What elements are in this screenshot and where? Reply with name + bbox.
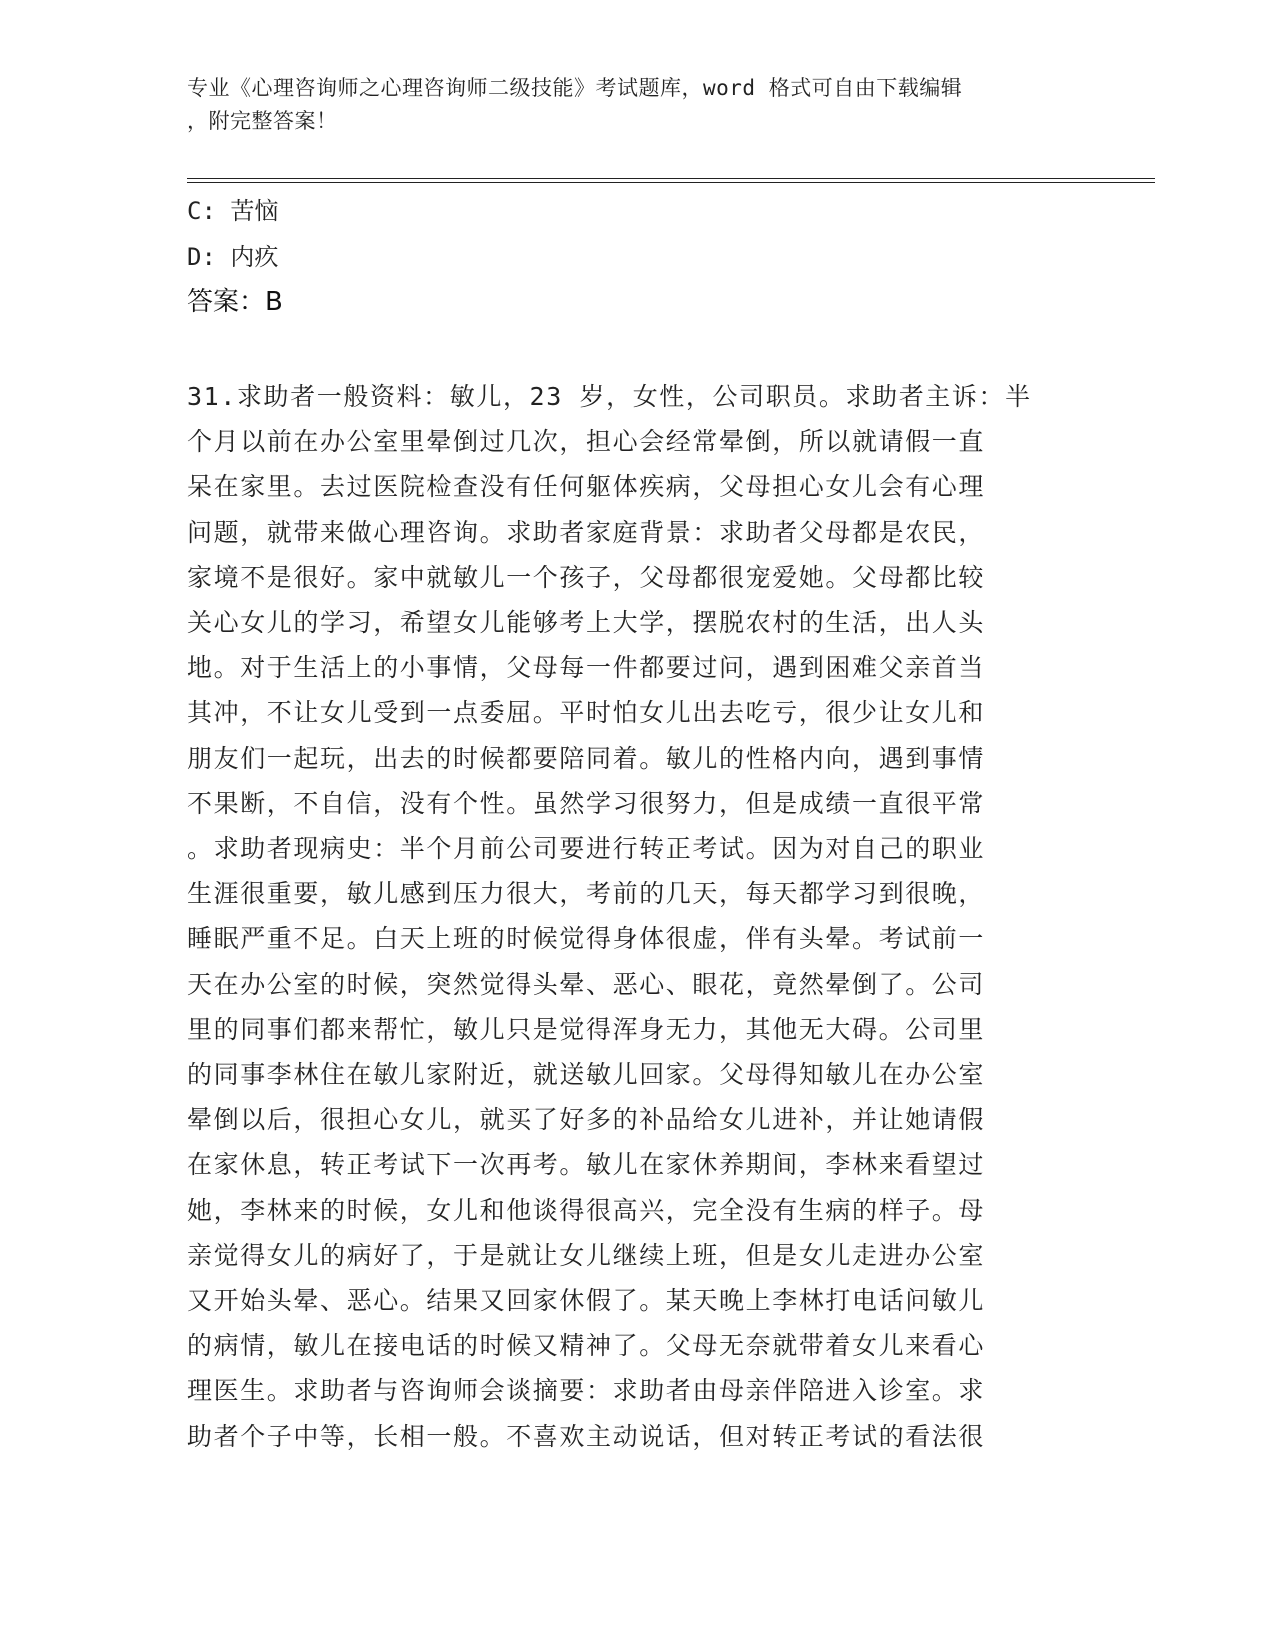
page-header	[187, 72, 1087, 138]
question-line: 在家休息，转正考试下一次再考。敏儿在家休养期间，李林来看望过	[187, 1150, 986, 1180]
question-line: 天在办公室的时候，突然觉得头晕、恶心、眼花，竟然晕倒了。公司	[187, 969, 986, 999]
header-line: ，附完整答案！	[187, 109, 338, 133]
question-line: 理医生。求助者与咨询师会谈摘要：求助者由母亲伴陪进入诊室。求	[187, 1376, 986, 1406]
question-line: 朋友们一起玩，出去的时候都要陪同着。敏儿的性格内向，遇到事情	[187, 743, 986, 773]
question-line: 生涯很重要，敏儿感到压力很大，考前的几天，每天都学习到很晚，	[187, 879, 986, 909]
option-c: C: 苦恼	[187, 197, 279, 225]
question-line: 又开始头晕、恶心。结果又回家休假了。某天晚上李林打电话问敏儿	[187, 1286, 986, 1316]
question-31-body	[187, 374, 1087, 1459]
question-line: 呆在家里。去过医院检查没有任何躯体疾病，父母担心女儿会有心理	[187, 472, 986, 502]
question-line: 31.求助者一般资料：敏儿，23 岁，女性，公司职员。求助者主诉：半	[187, 382, 1032, 411]
question-line: 其冲，不让女儿受到一点委屈。平时怕女儿出去吃亏，很少让女儿和	[187, 698, 986, 728]
question-line: 里的同事们都来帮忙，敏儿只是觉得浑身无力，其他无大碍。公司里	[187, 1014, 986, 1044]
header-rule-bottom	[187, 182, 1155, 183]
question-line: 亲觉得女儿的病好了，于是就让女儿继续上班，但是女儿走进办公室	[187, 1240, 986, 1270]
question-line: 问题，就带来做心理咨询。求助者家庭背景：求助者父母都是农民，	[187, 517, 986, 547]
question-line: 晕倒以后，很担心女儿，就买了好多的补品给女儿进补，并让她请假	[187, 1105, 986, 1135]
question-line: 家境不是很好。家中就敏儿一个孩子，父母都很宠爱她。父母都比较	[187, 562, 986, 592]
question-line: 的同事李林住在敏儿家附近，就送敏儿回家。父母得知敏儿在办公室	[187, 1060, 986, 1090]
question-line: 个月以前在办公室里晕倒过几次，担心会经常晕倒，所以就请假一直	[187, 427, 986, 457]
answer-label: 答案：B	[187, 287, 283, 317]
question-line: 不果断，不自信，没有个性。虽然学习很努力，但是成绩一直很平常	[187, 788, 986, 818]
question-line: 她，李林来的时候，女儿和他谈得很高兴，完全没有生病的样子。母	[187, 1195, 986, 1225]
question-line: 睡眠严重不足。白天上班的时候觉得身体很虚，伴有头晕。考试前一	[187, 924, 986, 954]
question-line: 。求助者现病史：半个月前公司要进行转正考试。因为对自己的职业	[187, 834, 986, 864]
question-line: 地。对于生活上的小事情，父母每一件都要过问，遇到困难父亲首当	[187, 653, 986, 683]
option-d: D: 内疚	[187, 243, 279, 271]
header-line: 专业《心理咨询师之心理咨询师二级技能》考试题库，word 格式可自由下载编辑	[187, 76, 963, 100]
question-line: 助者个子中等，长相一般。不喜欢主动说话，但对转正考试的看法很	[187, 1421, 986, 1451]
question-line: 关心女儿的学习，希望女儿能够考上大学，摆脱农村的生活，出人头	[187, 608, 986, 638]
header-rule-top	[187, 178, 1155, 179]
question-line: 的病情，敏儿在接电话的时候又精神了。父母无奈就带着女儿来看心	[187, 1331, 986, 1361]
